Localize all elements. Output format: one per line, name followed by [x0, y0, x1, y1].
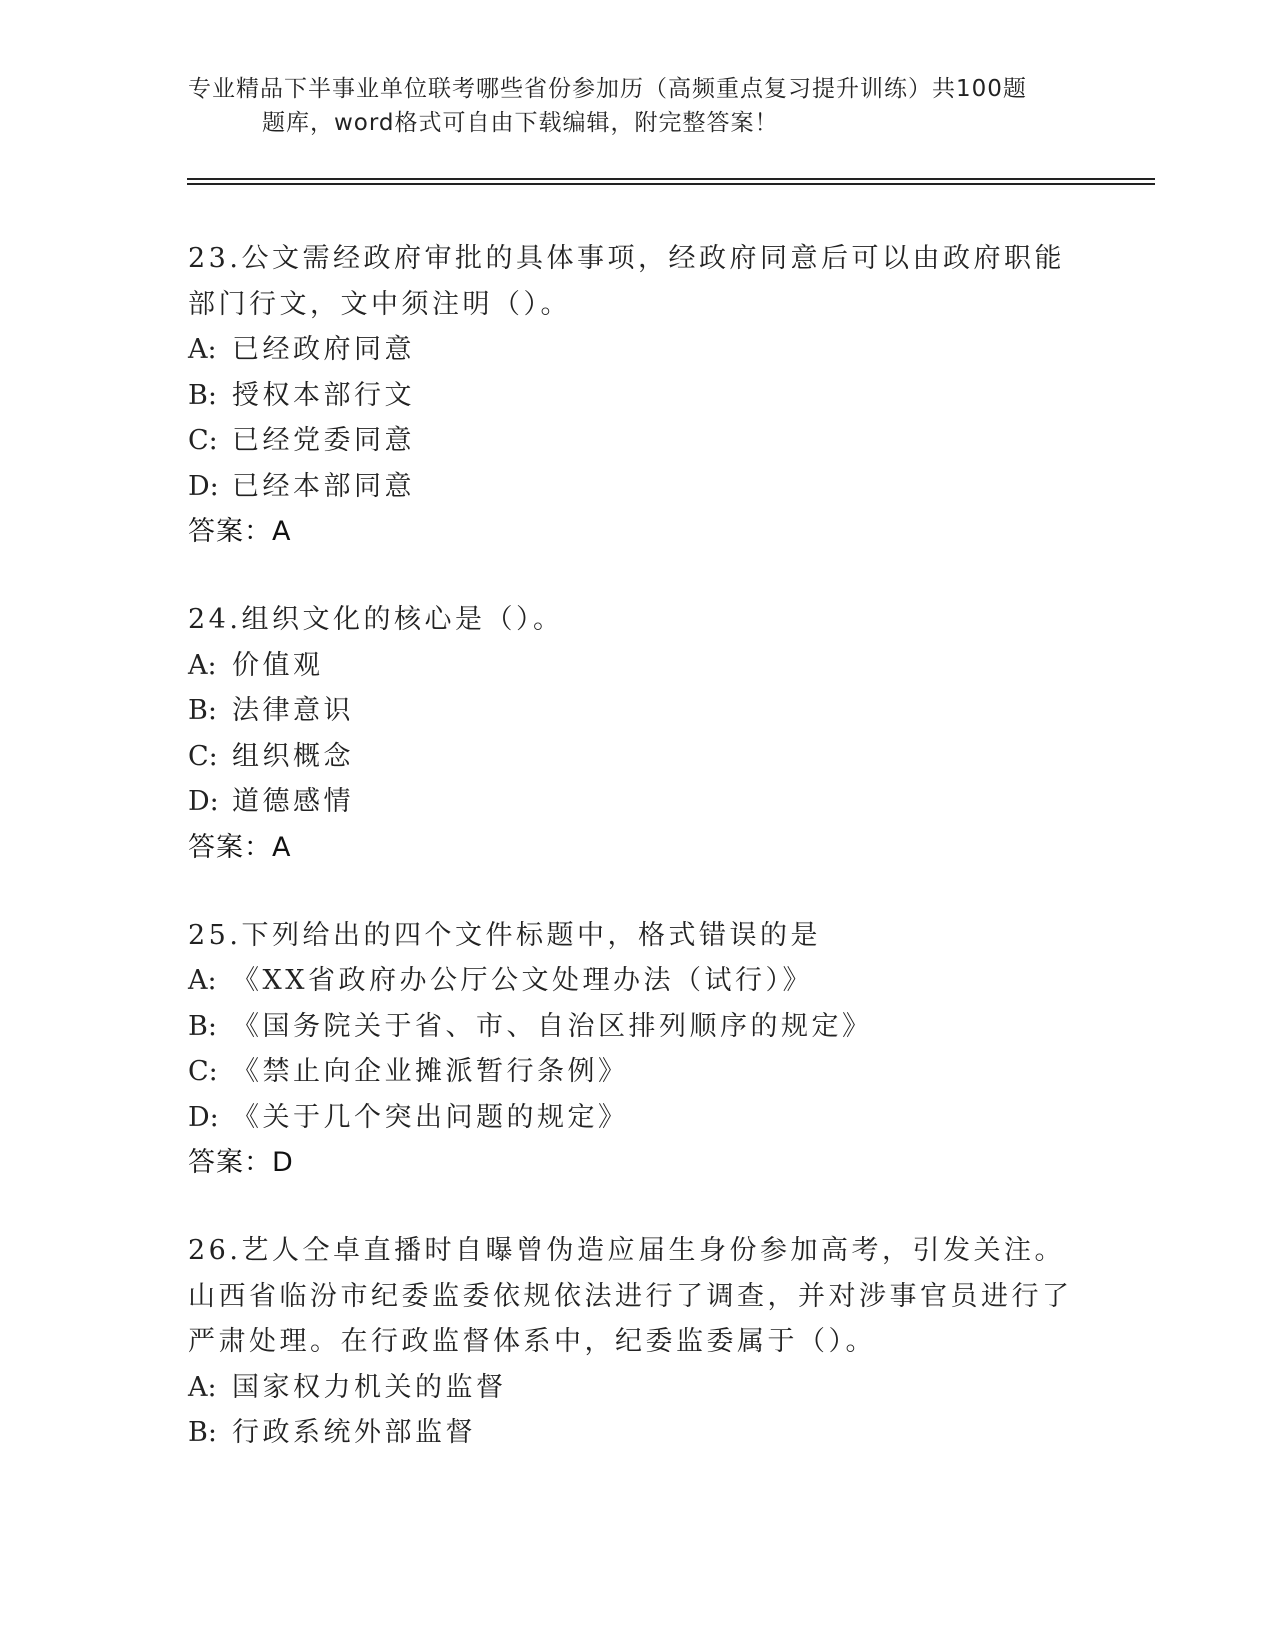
answer-label: 答案：	[188, 831, 272, 863]
option-text: 《关于几个突出问题的规定》	[232, 1101, 629, 1133]
option-text: 价值观	[232, 649, 324, 681]
option-label: D:	[188, 470, 219, 502]
answer-value: A	[272, 831, 292, 863]
option-label: C:	[188, 740, 218, 772]
option-d	[188, 464, 1088, 510]
answer-label: 答案：	[188, 516, 272, 547]
header-title-line-2: 题库，word格式可自由下载编辑，附完整答案！	[262, 110, 779, 136]
option-label: D:	[188, 1101, 219, 1133]
option-text: 《国务院关于省、市、自治区排列顺序的规定》	[232, 1010, 873, 1042]
answer-line	[188, 509, 1088, 555]
option-text: 已经本部同意	[232, 470, 415, 502]
option-text: 行政系统外部监督	[232, 1417, 476, 1448]
option-label: B:	[188, 379, 217, 411]
option-label: A:	[188, 649, 217, 681]
option-text: 已经政府同意	[232, 334, 415, 365]
option-text: 道德感情	[232, 786, 354, 817]
question-24	[188, 597, 1088, 871]
option-c	[188, 418, 1088, 464]
option-a	[188, 1365, 1088, 1411]
question-text: 25.下列给出的四个文件标题中，格式错误的是	[188, 919, 821, 951]
header-title-line-1: 专业精品下半事业单位联考哪些省份参加历（高频重点复习提升训练）共100题	[188, 76, 1027, 102]
option-label: B:	[188, 695, 217, 726]
answer-line	[188, 825, 1088, 871]
question-23	[188, 236, 1088, 555]
option-b	[188, 1410, 1088, 1456]
option-text: 授权本部行文	[232, 379, 415, 411]
option-label: A:	[188, 1371, 217, 1403]
question-text: 26.艺人仝卓直播时自曝曾伪造应届生身份参加高考，引发关注。山西省临汾市纪委监委依规依法进行了调查，并对涉事官员进行了严肃处理。在行政监督体系中，纪委监委属于（）。	[188, 1235, 1073, 1357]
question-text: 24.组织文化的核心是（）。	[188, 604, 564, 635]
option-text: 法律意识	[232, 695, 354, 726]
answer-label: 答案：	[188, 1147, 272, 1178]
option-text: 已经党委同意	[232, 425, 415, 456]
option-label: B:	[188, 1417, 217, 1448]
option-text: 国家权力机关的监督	[232, 1371, 507, 1403]
question-list	[188, 236, 1088, 1498]
option-c	[188, 1049, 1088, 1095]
option-a	[188, 958, 1088, 1004]
option-label: A:	[188, 965, 217, 996]
option-text: 组织概念	[232, 740, 354, 772]
question-25	[188, 913, 1088, 1187]
answer-line	[188, 1140, 1088, 1186]
option-a	[188, 327, 1088, 373]
option-d	[188, 1095, 1088, 1141]
option-a	[188, 643, 1088, 689]
option-label: C:	[188, 425, 218, 456]
option-label: B:	[188, 1010, 217, 1042]
option-d	[188, 779, 1088, 825]
answer-value: D	[272, 1147, 294, 1178]
option-c	[188, 734, 1088, 780]
answer-value: A	[272, 516, 292, 547]
option-text: 《XX省政府办公厅公文处理办法（试行）》	[232, 965, 813, 996]
question-26	[188, 1228, 1088, 1456]
question-text: 23.公文需经政府审批的具体事项，经政府同意后可以由政府职能部门行文，文中须注明（）。	[188, 243, 1065, 320]
header-divider-top	[187, 178, 1155, 180]
option-b	[188, 688, 1088, 734]
option-label: A:	[188, 334, 217, 365]
option-label: C:	[188, 1056, 218, 1087]
option-b	[188, 373, 1088, 419]
document-header	[188, 72, 1068, 140]
option-b	[188, 1004, 1088, 1050]
option-label: D:	[188, 786, 219, 817]
option-text: 《禁止向企业摊派暂行条例》	[232, 1056, 629, 1087]
header-divider-bottom	[187, 183, 1155, 185]
